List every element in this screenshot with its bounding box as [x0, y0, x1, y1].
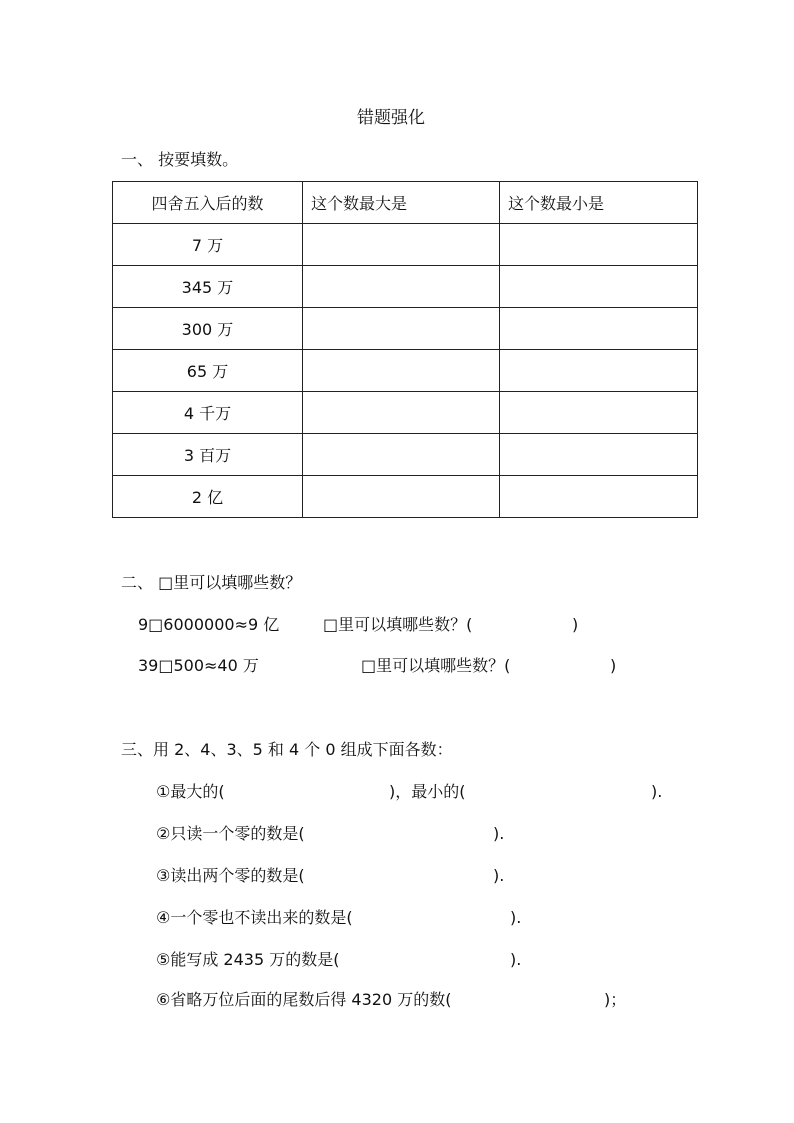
question-6-suffix: )； [604, 990, 627, 1009]
question-4-suffix: ). [510, 908, 522, 927]
table-row [113, 308, 698, 350]
rounding-table [112, 181, 698, 518]
question-3-suffix: ). [493, 866, 505, 885]
question-1-middle: )，最小的( [389, 782, 466, 801]
question-5-prefix: ⑤能写成 2435 万的数是( [156, 950, 340, 969]
table-header-row [113, 182, 698, 224]
header-rounded-number: 四舍五入后的数 [113, 182, 303, 224]
header-max-value: 这个数最大是 [303, 182, 500, 224]
question-6-prefix: ⑥省略万位后面的尾数后得 4320 万的数( [156, 990, 452, 1009]
approximation-expression: 9□6000000≈9 亿 [138, 615, 280, 634]
max-answer-cell[interactable] [303, 266, 500, 308]
answer-blank[interactable] [496, 990, 602, 1010]
min-answer-cell[interactable] [500, 392, 698, 434]
answer-blank[interactable] [534, 656, 610, 676]
close-paren: ) [610, 656, 617, 675]
answer-blank[interactable] [392, 908, 508, 928]
answer-blank[interactable] [496, 615, 572, 635]
fill-question-prompt: □里可以填哪些数？( [361, 656, 511, 675]
max-answer-cell[interactable] [303, 350, 500, 392]
rounded-number-cell: 345 万 [113, 266, 303, 308]
rounded-number-cell: 2 亿 [113, 476, 303, 518]
rounded-number-cell: 300 万 [113, 308, 303, 350]
rounded-number-cell: 3 百万 [113, 434, 303, 476]
min-answer-cell[interactable] [500, 224, 698, 266]
section-3-heading: 三、用 2、4、3、5 和 4 个 0 组成下面各数： [121, 740, 453, 759]
approximation-expression: 39□500≈40 万 [138, 656, 259, 675]
question-1-prefix: ①最大的( [156, 782, 225, 801]
max-answer-cell[interactable] [303, 476, 500, 518]
fill-question-prompt: □里可以填哪些数？( [323, 615, 473, 634]
table-row [113, 350, 698, 392]
answer-blank[interactable] [335, 866, 491, 886]
answer-blank[interactable] [335, 824, 491, 844]
min-answer-cell[interactable] [500, 434, 698, 476]
question-2-suffix: ). [493, 824, 505, 843]
max-answer-cell[interactable] [303, 392, 500, 434]
section-1-heading: 一、 按要填数。 [121, 150, 239, 169]
question-4-prefix: ④一个零也不读出来的数是( [156, 908, 353, 927]
question-1-suffix: ). [651, 782, 663, 801]
answer-blank-smallest[interactable] [487, 782, 649, 802]
answer-blank-largest[interactable] [237, 782, 389, 802]
rounded-number-cell: 4 千万 [113, 392, 303, 434]
max-answer-cell[interactable] [303, 224, 500, 266]
max-answer-cell[interactable] [303, 434, 500, 476]
table-row [113, 476, 698, 518]
page-title: 错题强化 [357, 108, 425, 128]
close-paren: ) [572, 615, 579, 634]
header-min-value: 这个数最小是 [500, 182, 698, 224]
section-2-heading: 二、 □里可以填哪些数？ [121, 573, 302, 592]
max-answer-cell[interactable] [303, 308, 500, 350]
question-5-suffix: ). [510, 950, 522, 969]
table-row [113, 392, 698, 434]
table-row [113, 224, 698, 266]
rounded-number-cell: 7 万 [113, 224, 303, 266]
min-answer-cell[interactable] [500, 476, 698, 518]
question-3-prefix: ③读出两个零的数是( [156, 866, 305, 885]
rounded-number-cell: 65 万 [113, 350, 303, 392]
table-row [113, 266, 698, 308]
min-answer-cell[interactable] [500, 266, 698, 308]
answer-blank[interactable] [362, 950, 508, 970]
min-answer-cell[interactable] [500, 350, 698, 392]
table-row [113, 434, 698, 476]
question-2-prefix: ②只读一个零的数是( [156, 824, 305, 843]
min-answer-cell[interactable] [500, 308, 698, 350]
